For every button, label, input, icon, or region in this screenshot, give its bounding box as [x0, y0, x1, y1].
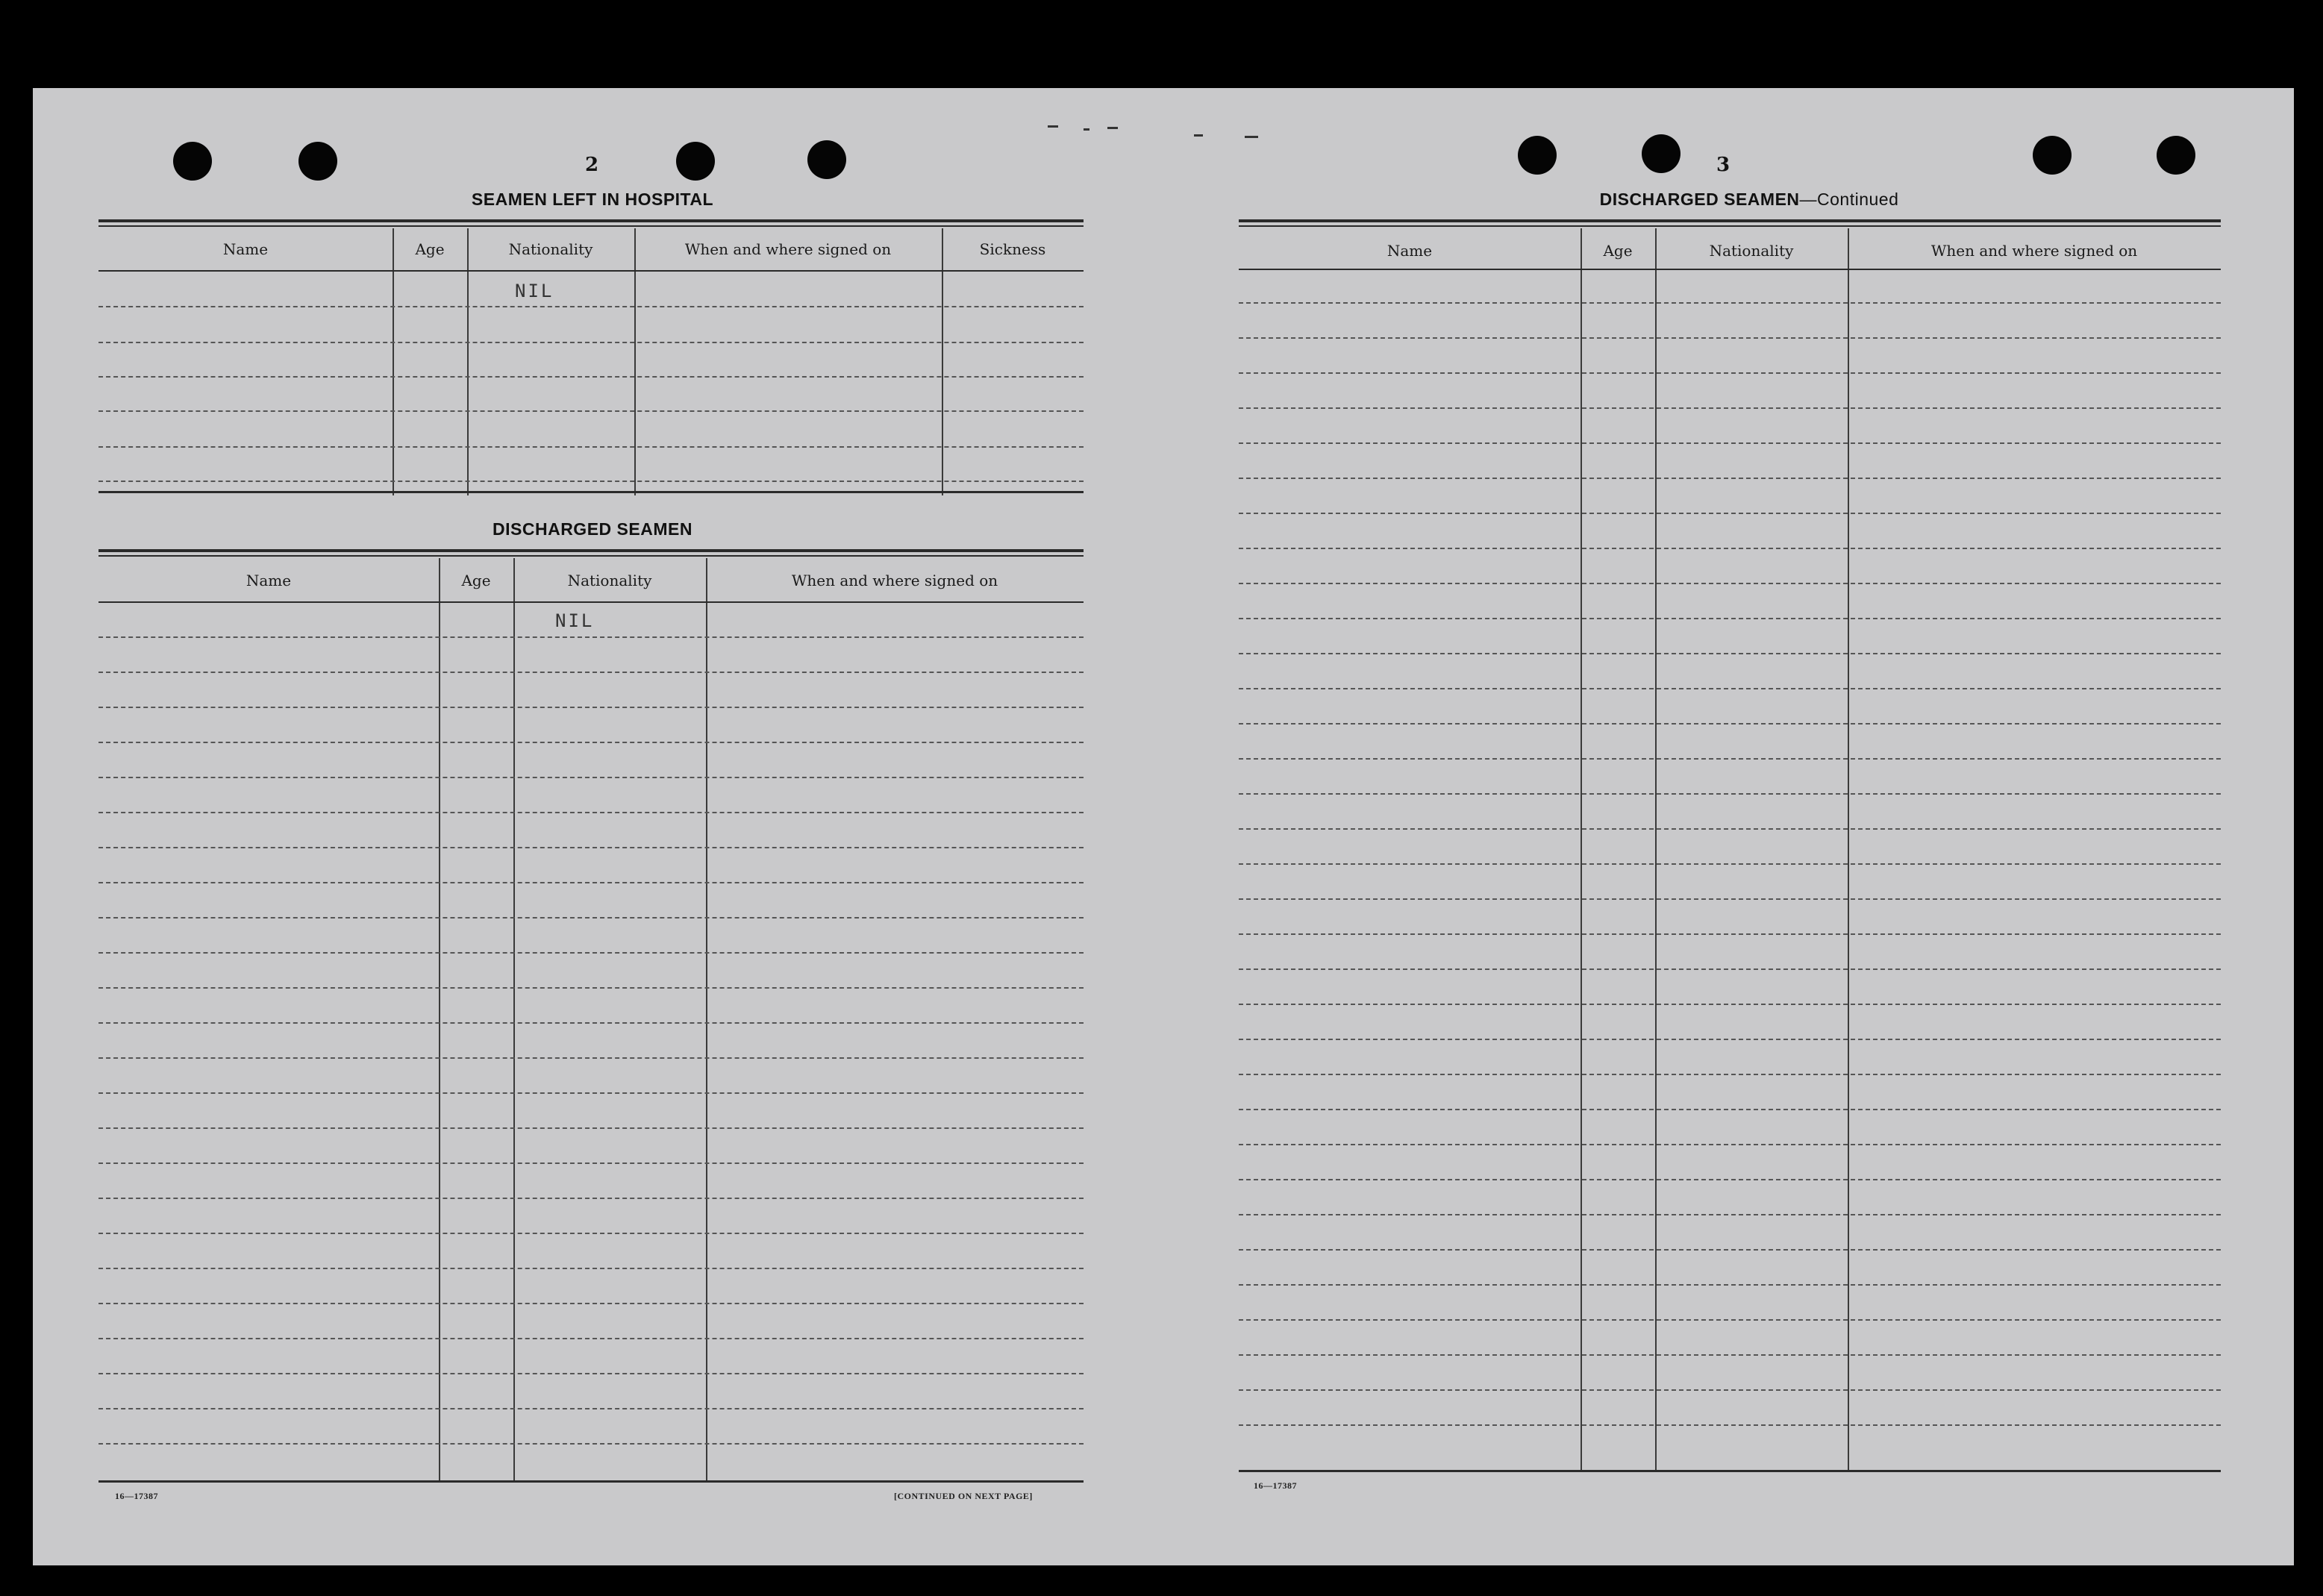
- punch-hole: [173, 142, 212, 181]
- column-header-age: Age: [415, 240, 445, 258]
- punch-hole: [1642, 134, 1680, 173]
- column-header-signed-on: When and where signed on: [791, 572, 998, 589]
- column-header-signed-on: When and where signed on: [1930, 242, 2138, 260]
- scan-mark: [1194, 134, 1203, 137]
- column-header-name: Name: [1386, 242, 1433, 260]
- scan-mark: [1245, 136, 1258, 138]
- discharged-table: [99, 549, 1084, 1579]
- hospital-nil-entry: NIL: [515, 281, 554, 301]
- discharged-continued-table: [1239, 219, 2221, 1473]
- column-header-sickness: Sickness: [979, 240, 1046, 258]
- column-header-signed-on: When and where signed on: [684, 240, 892, 258]
- punch-hole: [2157, 136, 2195, 175]
- title-main: DISCHARGED SEAMEN: [1599, 190, 1800, 209]
- form-sheet: [33, 88, 2294, 1565]
- page-number-right: 3: [1716, 154, 1730, 176]
- scan-mark: [1107, 127, 1118, 129]
- punch-hole: [676, 142, 715, 181]
- column-header-name: Name: [246, 572, 292, 589]
- column-header-nationality: Nationality: [567, 572, 652, 589]
- form-number-left: 16—17387: [115, 1491, 158, 1501]
- scan-mark: [1048, 125, 1058, 128]
- continued-note: [CONTINUED ON NEXT PAGE]: [894, 1491, 1033, 1501]
- discharged-continued-title: [1242, 190, 2257, 210]
- punch-hole: [807, 140, 846, 179]
- column-header-nationality: Nationality: [508, 240, 593, 258]
- punch-hole: [1518, 136, 1557, 175]
- page-number-left: 2: [585, 154, 599, 176]
- title-continued: —Continued: [1799, 190, 1899, 209]
- column-header-name: Name: [222, 240, 269, 258]
- discharged-section-title: DISCHARGED SEAMEN: [493, 519, 692, 539]
- punch-hole: [298, 142, 337, 181]
- column-header-nationality: Nationality: [1709, 242, 1794, 260]
- form-number-right: 16—17387: [1254, 1480, 1297, 1491]
- column-header-age: Age: [1603, 242, 1633, 260]
- punch-hole: [2033, 136, 2072, 175]
- scan-mark: [1084, 128, 1089, 131]
- column-header-age: Age: [461, 572, 491, 589]
- hospital-table: [99, 219, 1084, 497]
- discharged-nil-entry: NIL: [555, 610, 595, 631]
- hospital-section-title: SEAMEN LEFT IN HOSPITAL: [471, 190, 714, 209]
